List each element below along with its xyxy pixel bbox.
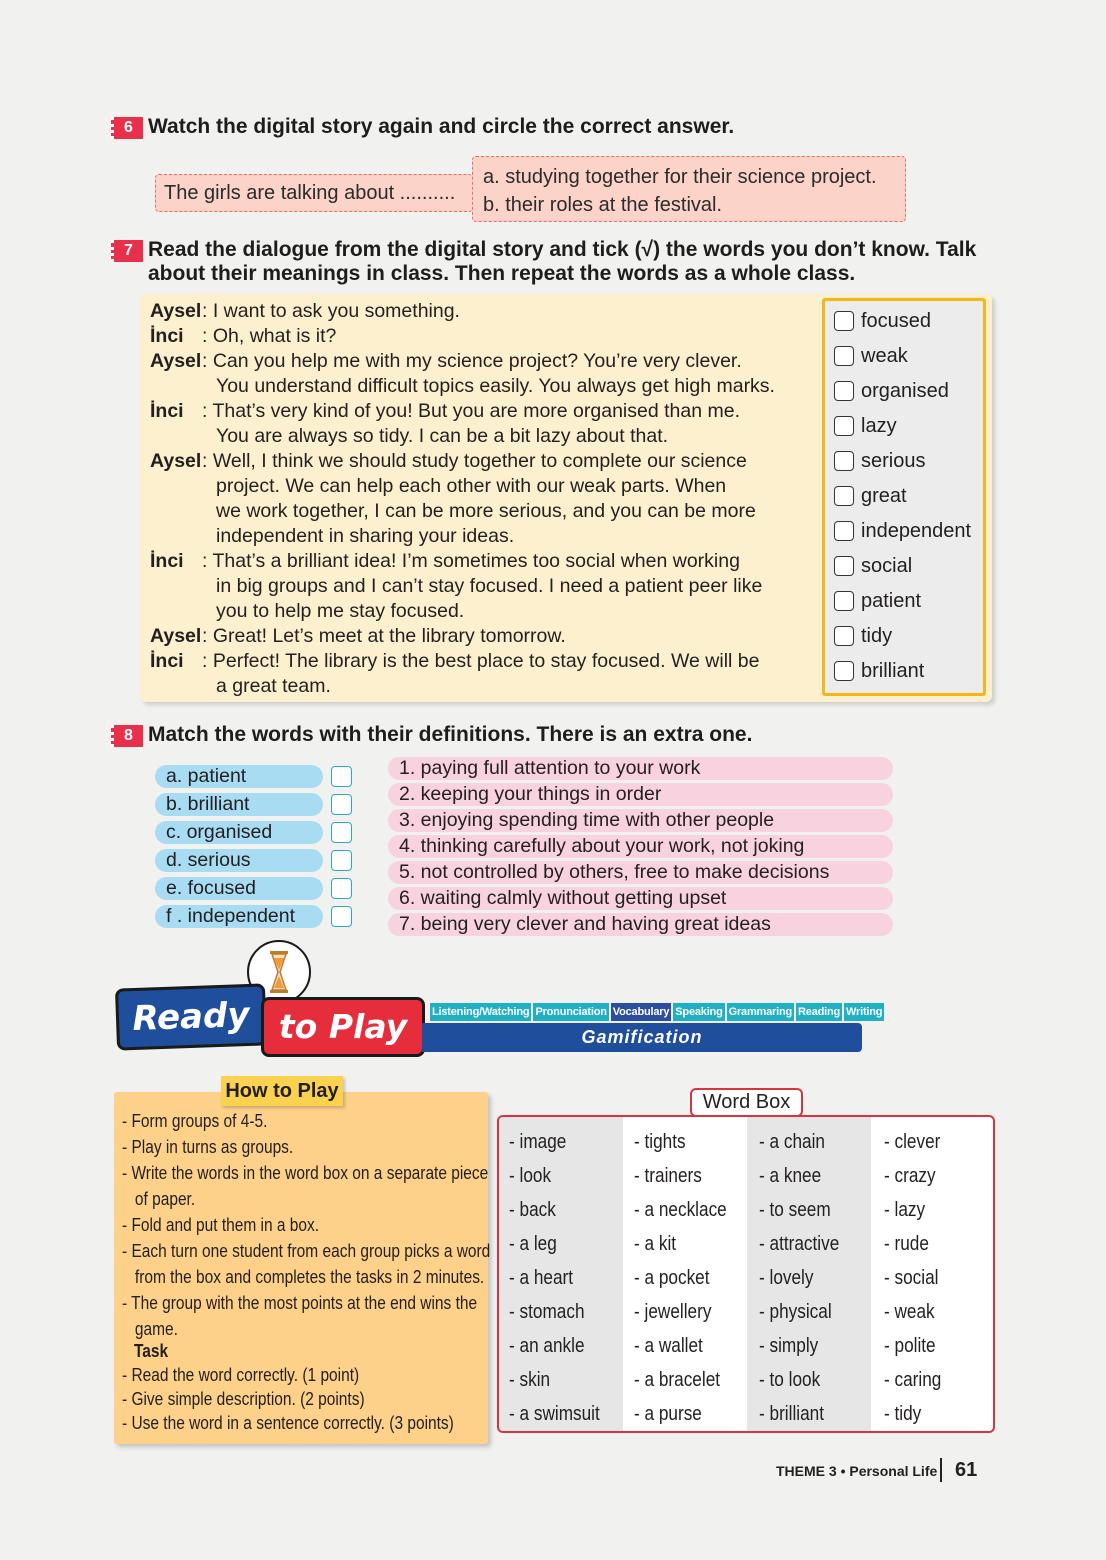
checkbox[interactable] [834,556,854,576]
instruction-line: game. [122,1319,178,1339]
task-line: - Read the word correctly. (1 point) [122,1365,360,1385]
word-box-item: - a bracelet [634,1369,721,1391]
word-box-item: - weak [884,1301,935,1323]
dialogue-text: You understand difficult topics easily. You always get high marks. [216,375,775,397]
skill-tag: Vocabulary [611,1003,672,1021]
dialogue-text: Oh, what is it? [212,325,337,347]
tick-item-weak[interactable] [834,344,908,368]
speaker-name: Aysel [150,350,202,372]
speaker-colon: : [202,650,213,672]
definition: 6. waiting calmly without getting upset [388,887,893,910]
speaker-colon: : [202,350,213,372]
skills-row [430,1003,884,1021]
answer-box[interactable] [331,878,352,899]
word-box-item: - clever [884,1131,941,1153]
ready-label: Ready [131,994,251,1040]
ready-label-box [115,983,267,1050]
word-box-tab: Word Box [690,1088,803,1117]
tick-item-great[interactable] [834,484,907,508]
exercise-6-option-b[interactable]: b. their roles at the festival. [483,194,723,216]
exercise-8-title: Match the words with their definitions. There is an extra one. [148,723,753,746]
skill-tag: Pronunciation [533,1003,608,1021]
footer-theme: THEME 3 • Personal Life [776,1463,938,1479]
dialogue-text: That’s a brilliant idea! I’m sometimes too social when working [212,550,740,572]
dialogue-turn [150,449,747,474]
word-box-item: - a swimsuit [509,1403,600,1425]
word-box-item: - tidy [884,1403,922,1425]
checkbox[interactable] [834,626,854,646]
checkbox[interactable] [834,521,854,541]
instruction-line: from the box and completes the tasks in 2 minutes. [122,1267,485,1287]
tick-word: brilliant [861,660,925,682]
word-box-item: - stomach [509,1301,585,1323]
tick-word: great [861,485,907,507]
match-word: b. brilliant [155,793,323,816]
exercise-6-prompt-box [155,174,473,212]
tick-item-tidy[interactable] [834,624,892,648]
word-box-item: - attractive [759,1233,840,1255]
word-box-item: - a leg [509,1233,557,1255]
word-box-item: - caring [884,1369,942,1391]
instruction-line: - The group with the most points at the end wins the [122,1293,478,1313]
speaker-colon: : [202,450,213,472]
dialogue-text: Perfect! The library is the best place to stay focused. We will be [212,650,760,672]
checkbox[interactable] [834,451,854,471]
checkbox[interactable] [834,661,854,681]
speaker-name: İnci [150,650,184,672]
word-box-item: - polite [884,1335,936,1357]
gamification-bar: Gamification [422,1023,862,1052]
exercise-7-title-line2: about their meanings in class. Then repeat the words as a whole class. [148,262,856,285]
speaker-name: İnci [150,550,184,572]
definition: 4. thinking carefully about your work, not joking [388,835,893,858]
speaker-colon: : [202,325,213,347]
tick-item-serious[interactable] [834,449,925,473]
word-box-item: - a heart [509,1267,574,1289]
task-line: - Use the word in a sentence correctly. (3 points) [122,1413,454,1433]
tick-item-focused[interactable] [834,309,931,333]
answer-box[interactable] [331,906,352,927]
tick-item-independent[interactable] [834,519,971,543]
tick-item-patient[interactable] [834,589,921,613]
tick-word: lazy [861,415,897,437]
speaker-colon: : [202,625,213,647]
checkbox[interactable] [834,381,854,401]
exercise-6-prompt: The girls are talking about .......... [164,182,456,204]
exercise-8-number: 8 [111,725,143,747]
instruction-line: - Write the words in the word box on a separate piece [122,1163,489,1183]
instruction-line: - Form groups of 4-5. [122,1111,268,1131]
word-box-item: - jewellery [634,1301,712,1323]
tick-word: independent [861,520,972,542]
tick-word: focused [861,310,932,332]
speaker-name: Aysel [150,625,202,647]
answer-box[interactable] [331,850,352,871]
word-box-item: - to look [759,1369,821,1391]
word-box-item: - brilliant [759,1403,824,1425]
word-box-item: - rude [884,1233,929,1255]
tick-item-social[interactable] [834,554,912,578]
exercise-6-options-box [472,156,906,222]
speaker-colon: : [202,400,213,422]
match-word: f . independent [155,905,323,928]
task-label: Task [134,1341,169,1361]
speaker-name: Aysel [150,450,202,472]
dialogue-text: independent in sharing your ideas. [216,525,515,547]
instruction-line: - Fold and put them in a box. [122,1215,320,1235]
dialogue-text: a great team. [216,675,331,697]
skill-tag: Speaking [673,1003,724,1021]
to-play-label-box [261,997,425,1057]
footer-separator [940,1458,942,1482]
tick-word: social [861,555,913,577]
speaker-colon: : [202,550,213,572]
word-box-item: - tights [634,1131,686,1153]
word-box-item: - trainers [634,1165,702,1187]
dialogue-text: we work together, I can be more serious, and you can be more [216,500,756,522]
exercise-6-option-a[interactable]: a. studying together for their science project. [483,166,877,188]
skill-tag: Writing [844,1003,884,1021]
speaker-colon: : [202,300,213,322]
dialogue-turn [150,324,336,349]
tick-word: organised [861,380,949,402]
checkbox[interactable] [834,486,854,506]
definition: 5. not controlled by others, free to make decisions [388,861,893,884]
word-box-item: - look [509,1165,552,1187]
dialogue-turn [150,624,566,649]
skill-tag: Grammaring [727,1003,794,1021]
word-box-item: - image [509,1131,567,1153]
to-play-label: to Play [278,1007,408,1046]
word-box-item: - skin [509,1369,551,1391]
checkbox[interactable] [834,311,854,331]
dialogue-turn [150,299,460,324]
word-box-item: - simply [759,1335,819,1357]
instruction-line: - Play in turns as groups. [122,1137,294,1157]
dialogue-text: Great! Let’s meet at the library tomorrow. [212,625,566,647]
definition: 1. paying full attention to your work [388,757,893,780]
word-box-item: - crazy [884,1165,936,1187]
word-box-item: - lovely [759,1267,814,1289]
definition: 3. enjoying spending time with other people [388,809,893,832]
skill-tag: Reading [796,1003,842,1021]
word-box-item: - to seem [759,1199,831,1221]
exercise-6-title: Watch the digital story again and circle the correct answer. [148,115,735,138]
definition: 2. keeping your things in order [388,783,893,806]
tick-word: patient [861,590,922,612]
checkbox[interactable] [834,591,854,611]
answer-box[interactable] [331,766,352,787]
answer-box[interactable] [331,794,352,815]
word-box-item: - a purse [634,1403,702,1425]
speaker-name: Aysel [150,300,202,322]
exercise-7-number: 7 [111,240,143,262]
word-box-item: - a wallet [634,1335,703,1357]
match-word: a. patient [155,765,323,788]
tick-word: serious [861,450,926,472]
speaker-name: İnci [150,400,184,422]
definition: 7. being very clever and having great ideas [388,913,893,936]
how-to-play-tab: How to Play [221,1076,343,1106]
dialogue-turn [150,649,759,674]
dialogue-text: you to help me stay focused. [216,600,465,622]
exercise-7-title-line1: Read the dialogue from the digital story and tick (√) the words you don’t know. Talk [148,238,977,261]
word-box-item: - a chain [759,1131,825,1153]
match-word: d. serious [155,849,323,872]
tick-word: tidy [861,625,893,647]
dialogue-turn [150,549,740,574]
dialogue-text: Well, I think we should study together to complete our science [212,450,747,472]
instruction-line: of paper. [122,1189,196,1209]
tick-word: weak [861,345,908,367]
match-word: e. focused [155,877,323,900]
checkbox[interactable] [834,346,854,366]
word-box-item: - social [884,1267,939,1289]
tick-item-lazy[interactable] [834,414,897,438]
task-line: - Give simple description. (2 points) [122,1389,365,1409]
instruction-line: - Each turn one student from each group picks a word [122,1241,491,1261]
dialogue-text: That’s very kind of you! But you are more organised than me. [212,400,740,422]
word-box-item: - an ankle [509,1335,585,1357]
match-word: c. organised [155,821,323,844]
tick-item-brilliant[interactable] [834,659,924,683]
page-number: 61 [955,1459,978,1481]
word-box-item: - a pocket [634,1267,710,1289]
dialogue-text: You are always so tidy. I can be a bit lazy about that. [216,425,669,447]
answer-box[interactable] [331,822,352,843]
dialogue-text: project. We can help each other with our weak parts. When [216,475,727,497]
exercise-6-number: 6 [111,117,143,139]
dialogue-turn [150,349,742,374]
dialogue-turn [150,399,740,424]
word-box-item: - a kit [634,1233,677,1255]
word-box-item: - lazy [884,1199,926,1221]
word-box-item: - back [509,1199,556,1221]
speaker-name: İnci [150,325,184,347]
word-box-item: - a knee [759,1165,822,1187]
tick-item-organised[interactable] [834,379,949,403]
word-box-item: - physical [759,1301,832,1323]
word-box [497,1115,995,1433]
checkbox[interactable] [834,416,854,436]
dialogue-text: Can you help me with my science project? You’re very clever. [212,350,742,372]
word-box-item: - a necklace [634,1199,727,1221]
skill-tag: Listening/Watching [430,1003,531,1021]
dialogue-text: I want to ask you something. [212,300,460,322]
dialogue-text: in big groups and I can’t stay focused. I need a patient peer like [216,575,763,597]
